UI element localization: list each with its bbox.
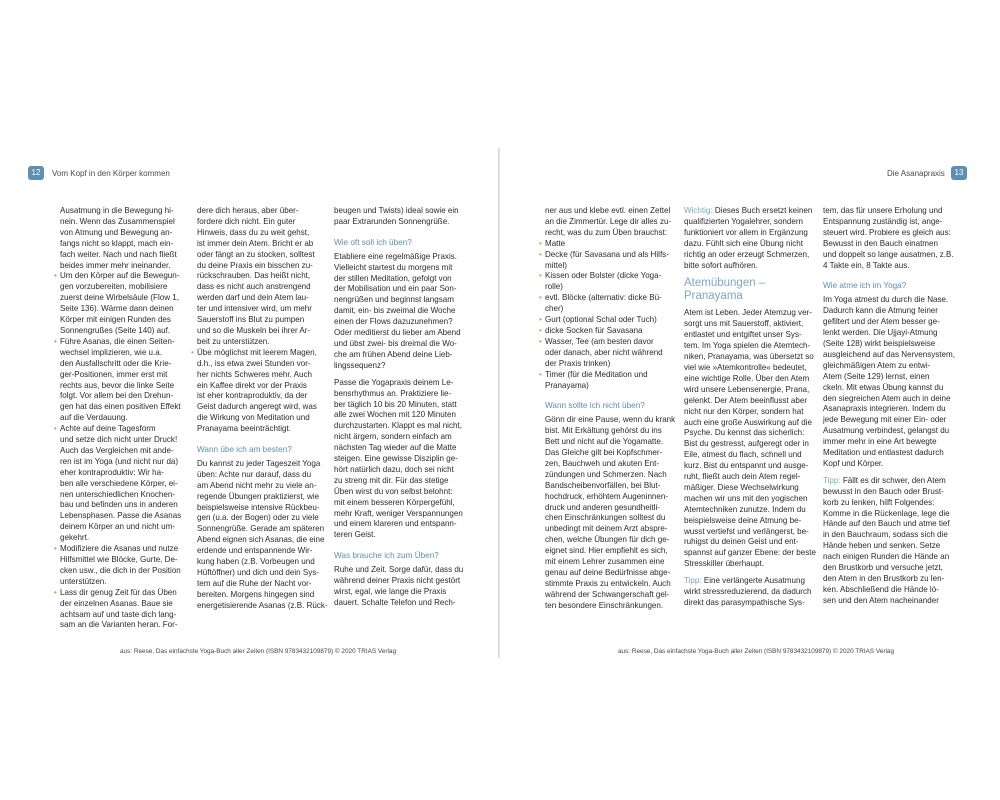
text-line: entlastet und entgiftet unser Sys- (684, 330, 802, 340)
text-line: gen vorzubereiten, mobilisiere (60, 282, 168, 292)
text-line: ber täglich 10 bis 20 Minuten, statt (334, 399, 457, 409)
section-heading: Wie oft soll ich üben? (334, 237, 412, 247)
text-line: durchzustarten. Klappt es mal nicht, (334, 421, 462, 431)
text-line: den Ausfallschritt oder die Krie- (60, 358, 172, 368)
text-line: Das Gleiche gilt bei Kopfschmer- (545, 448, 663, 458)
running-head: Die Asanapraxis (887, 169, 945, 178)
text-line: von Atmung und Bewegung an- (60, 227, 173, 237)
text-column (197, 206, 328, 612)
footer-citation: aus: Reese, Das einfachste Yoga-Buch aller Zeiten (ISBN 9783432109879) © 2020 TRIAS Verlag (120, 648, 397, 655)
text-line: Körper mit einigen Runden des (60, 315, 171, 325)
bullet-item-line: • Decke (für Savasana und als Hilfs- (545, 250, 667, 261)
text-line: beispielsweise intensive Rückbeu- (197, 502, 320, 512)
text-line: gen hat das einen positiven Effekt (60, 402, 181, 412)
text-line: chen, welche Übungen für dich ge- (545, 535, 670, 545)
text-line: rückschrauben. Das heißt nicht, (197, 271, 311, 281)
text-line: nicht nur den Körper, sondern hat (684, 406, 804, 416)
text-line (823, 476, 947, 487)
text-line: gefiltert und der Atem besser ge- (823, 317, 940, 327)
text-line: ruhigst du deinen Geist und ent- (684, 537, 799, 547)
text-line: tem. Im Yoga spielen die Atemtech- (684, 341, 811, 351)
text-line: beispielsweise deine Atmung be- (684, 515, 802, 525)
bullet-item-line: • Matte (545, 239, 667, 250)
text-line: spannst auf ganzer Ebene: der beste (684, 548, 816, 558)
page-number: 13 (951, 166, 967, 180)
text-line: fordere dich nicht. Ein guter (197, 216, 296, 226)
text-line: Entspannung zuständig ist, ange- (823, 216, 943, 226)
text-line: wechsel implizieren, wie u.a. (60, 347, 162, 357)
text-line: zuerst deine Wirbelsäule (Flow 1, (60, 293, 179, 303)
text-line: gelenkt. Der Atem beeinflusst aber (684, 395, 808, 405)
text-line: Ruhe und Zeit. Sorge dafür, dass du (334, 565, 464, 575)
text-line: gekehrt. (60, 533, 90, 543)
text-line: (Seite 128) wirkt beispielsweise (823, 338, 936, 348)
text-line: Komme in die Rückenlage, lege die (823, 508, 950, 518)
text-line: viel wie »Atemkontrolle« bedeutet, (684, 362, 807, 372)
text-line: Atem ist Leben. Jeder Atemzug ver- (684, 308, 812, 318)
text-line: kung haben (z.B. Vorbeugen und (197, 557, 315, 567)
text-line: während der Schwangerschaft gel- (545, 589, 670, 599)
text-line: dauert. Schalte Telefon und Rech- (334, 597, 456, 607)
text-line: energetisierende Asanas (z.B. Rück- (197, 600, 328, 610)
text-line: druck und anderen gesundheitli- (545, 502, 660, 512)
text-line: dass es nicht auch anstrengend (197, 282, 311, 292)
text-line: Etabliere eine regelmäßige Praxis. (334, 251, 457, 261)
text-line: Hinweis, dass du zu weit gehst, (197, 227, 310, 237)
text-line: fangs nicht so klappt, mach ein- (60, 238, 174, 248)
text-line (684, 576, 808, 587)
text-line: eher kontraproduktiv: Wir ha- (60, 467, 164, 477)
text-line: zen, Bauchweh und akuten Ent- (545, 458, 660, 468)
section-heading: Wie atme ich im Yoga? (823, 281, 907, 291)
running-head: Vom Kopf in den Körper kommen (52, 169, 170, 178)
text-line: nächsten Tag wieder auf die Matte (334, 443, 457, 453)
text-line (684, 206, 813, 217)
text-column (60, 206, 182, 631)
text-line: Vielleicht startest du morgens mit (334, 262, 453, 272)
text-line: Meditation und entlastest dadurch (823, 448, 944, 458)
text-line: richtig an oder erzeugt Schmerzen, (684, 249, 810, 259)
text-line: gen (u.a. der Bogen) oder zu viele (197, 513, 319, 523)
text-line: beit zu unterstützen. (197, 336, 270, 346)
text-line: Bewusst in den Bauch einatmen (823, 238, 938, 248)
text-line: direkt das parasympathische Sys- (684, 598, 805, 607)
text-line: bitte sofort aufhören. (684, 260, 758, 270)
note-text: Eine verlängerte Ausatmung (703, 576, 805, 586)
bullet-item-line: • Wasser, Tee (am besten davor (545, 337, 667, 348)
text-line: Asanapraxis integrieren. Indem du (823, 404, 946, 414)
text-line: ein Kaffee direkt vor der Praxis (197, 380, 307, 390)
text-line: zu streng mit dir. Für das stetige (334, 475, 449, 485)
section-heading: Was brauche ich zum Üben? (334, 551, 439, 561)
text-line: in den Bauchraum, sodass sich die (823, 530, 948, 540)
text-line: alle zwei Wochen mit 120 Minuten (334, 410, 456, 420)
text-line: der stillen Meditation, gefolgt von (334, 273, 452, 283)
bullet-item-line: • Gurt (optional Schal oder Tuch) (545, 315, 667, 326)
text-line: tem auf die Ruhe der Nacht vor- (197, 578, 312, 588)
text-line: Pranayama beeinträchtigt. (197, 424, 291, 434)
text-line: damit, ein- bis zweimal die Woche (334, 306, 456, 316)
bullet-item-line: • Führe Asanas, die einen Seiten- (60, 337, 178, 348)
section-heading: Wann sollte ich nicht üben? (545, 401, 645, 411)
text-line: wird unsere Lebensenergie, Prana, (684, 384, 810, 394)
text-line: Sonnengrüße. Gerade am späteren (197, 524, 325, 534)
text-line: eignet sind. Hier empfiehlt es sich, (545, 546, 668, 556)
text-line: achtsam auf und taste dich lang- (60, 609, 177, 619)
text-line: unterstützen. (60, 576, 107, 586)
text-line: und übst zwei- bis dreimal die Wo- (334, 338, 457, 348)
text-line: Hände auf den Bauch und atme tief (823, 519, 950, 529)
bullet-item-line: • evtl. Blöcke (alternativ: dicke Bü- (545, 293, 667, 304)
text-line: werden darf und dein Atem lau- (197, 293, 309, 303)
text-line: am Abend nicht mehr zu viele an- (197, 480, 317, 490)
text-line: mäßiger. Diese Wechselwirkung (684, 482, 799, 492)
text-line: immer mehr in eine Art bewegte (823, 437, 937, 447)
text-line: Pranayama) (545, 380, 589, 390)
text-line: nach einigen Runden die Hände an (823, 552, 950, 562)
text-line: und doppelt so lange ausatmen, z.B. (823, 249, 954, 259)
text-line: der einzelnen Asanas. Baue sie (60, 598, 173, 608)
text-line: und so die Muskeln bei ihrer Ar- (197, 325, 311, 335)
text-line: genau auf deine Bedürfnisse abge- (545, 568, 671, 577)
footer-citation: aus: Reese, Das einfachste Yoga-Buch aller Zeiten (ISBN 9783432109879) © 2020 TRIAS Verlag (618, 648, 895, 655)
bullet-item-line: • Um den Körper auf die Bewegun- (60, 271, 178, 282)
text-line: mit einem besseren Körpergefühl, (334, 497, 455, 507)
text-line: bewusst in den Bauch oder Brust- (823, 486, 944, 496)
text-line: mehr Kraft, weniger Verspannungen (334, 508, 463, 518)
text-line: ben alle verschiedene Körper, ei- (60, 478, 178, 488)
text-line: korb zu lenken, hilft Folgendes: (823, 497, 935, 507)
text-line: ger-Positionen, immer erst mit (60, 369, 168, 379)
text-line: auf die Verdauung. (60, 413, 128, 423)
text-line: nicht ärgern, sondern einfach am (334, 432, 452, 442)
text-line: oder danach, aber nicht während (545, 347, 663, 357)
bullet-item-line: • Timer (für die Meditation und (545, 370, 667, 381)
text-line: her nichts Schweres mehr. Auch (197, 369, 312, 379)
text-line: ter und intensiver wird, um mehr (197, 304, 312, 314)
text-line: ausgleichend auf das Nervensystem, (823, 349, 955, 359)
text-line: Sauerstoff ins Blut zu pumpen (197, 315, 305, 325)
bullet-item-line: • Kissen oder Bolster (dicke Yoga- (545, 271, 667, 282)
text-line: Hilfsmittel wie Blöcke, Gurte, De- (60, 555, 178, 564)
text-line: gleichmäßigen Atem zu entwi- (823, 360, 931, 370)
text-line: tem, das für unsere Erholung und (823, 206, 943, 215)
text-line: und einem klareren und entspann- (334, 519, 457, 529)
bullet-item-line: • Modifiziere die Asanas und nutze (60, 544, 178, 555)
text-line: Sonnengrußes (Seite 140) auf. (60, 325, 171, 335)
text-line: niken, Pranayama, was übersetzt so (684, 352, 814, 362)
text-line: beugen und Twists) ideal sowie ein (334, 206, 459, 215)
text-line: folgt. Vor allem bei den Drehun- (60, 391, 174, 401)
text-line: jede Bewegung mit einer Ein- oder (823, 415, 947, 425)
text-line: nengrüßen und beginnst langsam (334, 295, 454, 305)
text-line: sorgt uns mit Sauerstoff, aktiviert, (684, 319, 804, 329)
text-line: zündungen und Schmerzen. Nach (545, 469, 667, 479)
text-line: den siegreichen Atem auch in deine (823, 393, 951, 403)
note-text: Fällt es dir schwer, den Atem (842, 475, 946, 485)
note-label: Wichtig: (684, 206, 715, 215)
text-line: unbedingt mit deinem Arzt abspre- (545, 524, 668, 534)
text-line: nen unterschiedlichen Knochen- (60, 489, 175, 499)
text-line: paar Extrarunden Sonnengrüße. (334, 216, 450, 226)
text-line: Bist du gestresst, aufgeregt oder in (684, 439, 809, 449)
text-line: Kopf und Körper. (823, 458, 884, 468)
text-line: Stresskiller überhaupt. (684, 559, 765, 569)
text-line: Bett und nicht auf die Yogamatte. (545, 437, 664, 447)
text-line: der Mobilisation und ein paar Son- (334, 284, 457, 294)
text-line: auch eine große Auswirkung auf die (684, 417, 812, 427)
text-line: bensrhythmus an. Praktiziere lie- (334, 388, 452, 398)
text-line: der Praxis trinken) (545, 358, 611, 368)
text-line: Psyche. Du kennst das sicherlich: (684, 428, 805, 438)
text-line: steuert wird. Probiere es gleich aus: (823, 227, 951, 237)
text-line: Passe die Yogapraxis deinem Le- (334, 377, 454, 387)
bullet-item-line: • dicke Socken für Savasana (545, 326, 667, 337)
text-line: hört natürlich dazu, doch sei nicht (334, 464, 454, 474)
text-line: üben: Achte nur darauf, dass du (197, 469, 312, 479)
text-line: ken. Abschließend die Hände lö- (823, 584, 939, 594)
text-line: steigen. Eine gewisse Disziplin ge- (334, 454, 458, 464)
text-line: wirkt stressreduzierend, da dadurch (684, 587, 812, 597)
text-line: cken usw., die dich in der Position (60, 565, 181, 575)
text-line: mittel) (545, 260, 567, 270)
chapter-heading: Atemübungen – (684, 277, 766, 290)
text-line: Oder meditierst du lieber am Abend (334, 328, 461, 338)
text-line: du deine Praxis ein bisschen zu- (197, 260, 313, 270)
text-line: oder fängt an zu stocken, solltest (197, 249, 315, 259)
text-line: Dadurch kann die Atmung feiner (823, 306, 938, 316)
text-line: Du kannst zu jeder Tageszeit Yoga (197, 458, 321, 468)
text-column (823, 206, 955, 607)
text-line: Ausatmung verbindest, gelangst du (823, 426, 950, 436)
text-line: funktioniert vor allem in Ergänzung (684, 227, 808, 237)
text-line: qualifizierten Yogalehrer, sondern (684, 216, 804, 226)
text-line: ist immer dein Atem. Bricht er ab (197, 238, 314, 248)
text-line: Im Yoga atmest du durch die Nase. (823, 295, 949, 305)
text-line: dere dich heraus, aber über- (197, 206, 299, 215)
text-line: dazu. Fühlt sich eine Übung nicht (684, 238, 803, 248)
text-line: teren Geist. (334, 530, 376, 540)
book-gutter (498, 148, 500, 658)
text-line: einen der Flows dazuzunehmen? (334, 317, 453, 327)
text-line: Hüftöffner) und dich und dein Sys- (197, 568, 319, 577)
text-line: sam an die Varianten heran. For- (60, 620, 178, 630)
text-line: stimmte Praxis zu entwickeln. Auch (545, 578, 671, 588)
text-line: d.h., iss etwa zwei Stunden vor- (197, 358, 311, 368)
bullet-item-line: • Achte auf deine Tagesform (60, 424, 178, 435)
text-line: Üben wirst du von selbst belohnt: (334, 486, 453, 496)
text-line: fach weiter. Nach und nach fließt (60, 249, 177, 259)
note-label: Tipp: (684, 576, 704, 586)
text-line: den Atem in den Brustkorb zu len- (823, 574, 945, 583)
text-line: Atemtechniken zunutze. Indem du (684, 504, 806, 514)
page-number: 12 (28, 166, 44, 180)
note-label: Tipp: (823, 475, 843, 485)
text-line: hochdruck, erhöhtem Augeninnen- (545, 491, 669, 501)
text-line: ckeln. Mit etwas Übung kannst du (823, 382, 944, 392)
text-line: rolle) (545, 282, 563, 292)
text-line: Eile, atmest du flach, schnell und (684, 450, 802, 460)
text-line: che am frühen Abend deine Lieb- (334, 349, 453, 359)
text-line: Geist dadurch angeregt wird, was (197, 402, 317, 412)
text-line: ner aus und klebe evtl. einen Zettel (545, 206, 671, 215)
text-line: ren ist im Yoga (und nicht nur da) (60, 456, 179, 466)
text-line: recht, was du zum Üben brauchst: (545, 227, 668, 237)
text-line: ten besondere Einschränkungen. (545, 600, 664, 610)
text-line: erdende und entspannende Wir- (197, 546, 313, 556)
left-page (0, 150, 495, 655)
text-line: chen Einschränkungen solltest du (545, 513, 666, 523)
text-line: ruht, fließt auch dein Atem regel- (684, 472, 801, 482)
text-column (334, 206, 464, 609)
text-line: bau und befinden uns in anderen (60, 500, 178, 510)
text-line: cher) (545, 304, 564, 314)
text-line: wusst vertiefst und verlängerst, be- (684, 526, 809, 536)
text-line: Gönn dir eine Pause, wenn du krank (545, 415, 676, 425)
text-line: und setze dich nicht unter Druck! (60, 435, 178, 445)
text-line: beides immer mehr ineinander. (60, 260, 171, 270)
text-line: Abend eignen sich Asanas, die eine (197, 535, 325, 545)
text-line: eine wichtige Rolle. Über den Atem (684, 373, 810, 383)
right-page (505, 150, 1000, 655)
text-line: machen wir uns mit den yogischen (684, 493, 808, 503)
text-column (684, 206, 816, 609)
text-line: die Wirkung von Meditation und (197, 413, 310, 423)
text-line: Hände heben und senken. Setze (823, 541, 941, 551)
text-line: sen und den Atem nacheinander (823, 595, 939, 605)
text-line: 4 Takte ein, 8 Takte aus. (823, 260, 910, 270)
text-line: Bandscheibenvorfällen, bei Blut- (545, 480, 661, 490)
text-line: Auch das Vergleichen mit ande- (60, 445, 174, 455)
text-line: ist eher kontraproduktiv, da der (197, 391, 308, 401)
chapter-heading: Pranayama (684, 290, 743, 303)
text-line: nein. Wenn das Zusammenspiel (60, 216, 175, 226)
text-line: den Brustkorb und versuche jetzt, (823, 563, 943, 573)
text-line: regende Übungen praktizierst, wie (197, 491, 320, 501)
text-line: lingssequenz? (334, 360, 386, 370)
text-column (545, 206, 676, 612)
text-line: wirst, egal, wie lange die Praxis (334, 587, 447, 596)
text-line: an die Zimmertür. Lege dir alles zu- (545, 216, 672, 226)
section-heading: Wann übe ich am besten? (197, 445, 292, 455)
text-line: Atem (Seite 129) lernst, einen (823, 371, 930, 381)
text-line: Seite 136). Wärme dann deinen (60, 304, 174, 314)
text-line: Ausatmung in die Bewegung hi- (60, 206, 174, 215)
bullet-item-line: • Übe möglichst mit leerem Magen, (197, 348, 319, 359)
note-text: Dieses Buch ersetzt keinen (714, 206, 813, 215)
text-line: lenkt werden. Die Ujjayi-Atmung (823, 328, 938, 338)
bullet-item-line: • Lass dir genug Zeit für das Üben (60, 588, 178, 599)
text-line: während deiner Praxis nicht gestört (334, 576, 461, 586)
text-line: kurz. Bist du entspannt und ausge- (684, 461, 809, 471)
text-line: deinem Körper an und nicht um- (60, 522, 175, 532)
text-line: Lebensphasen. Passe die Asanas (60, 511, 182, 521)
text-line: bist. Mit Erkältung gehörst du ins (545, 426, 662, 436)
text-line: rechts aus, bevor die linke Seite (60, 380, 175, 390)
text-line: mit einem Lehrer zusammen eine (545, 557, 665, 567)
text-line: bereiten. Morgens hingegen sind (197, 589, 315, 599)
